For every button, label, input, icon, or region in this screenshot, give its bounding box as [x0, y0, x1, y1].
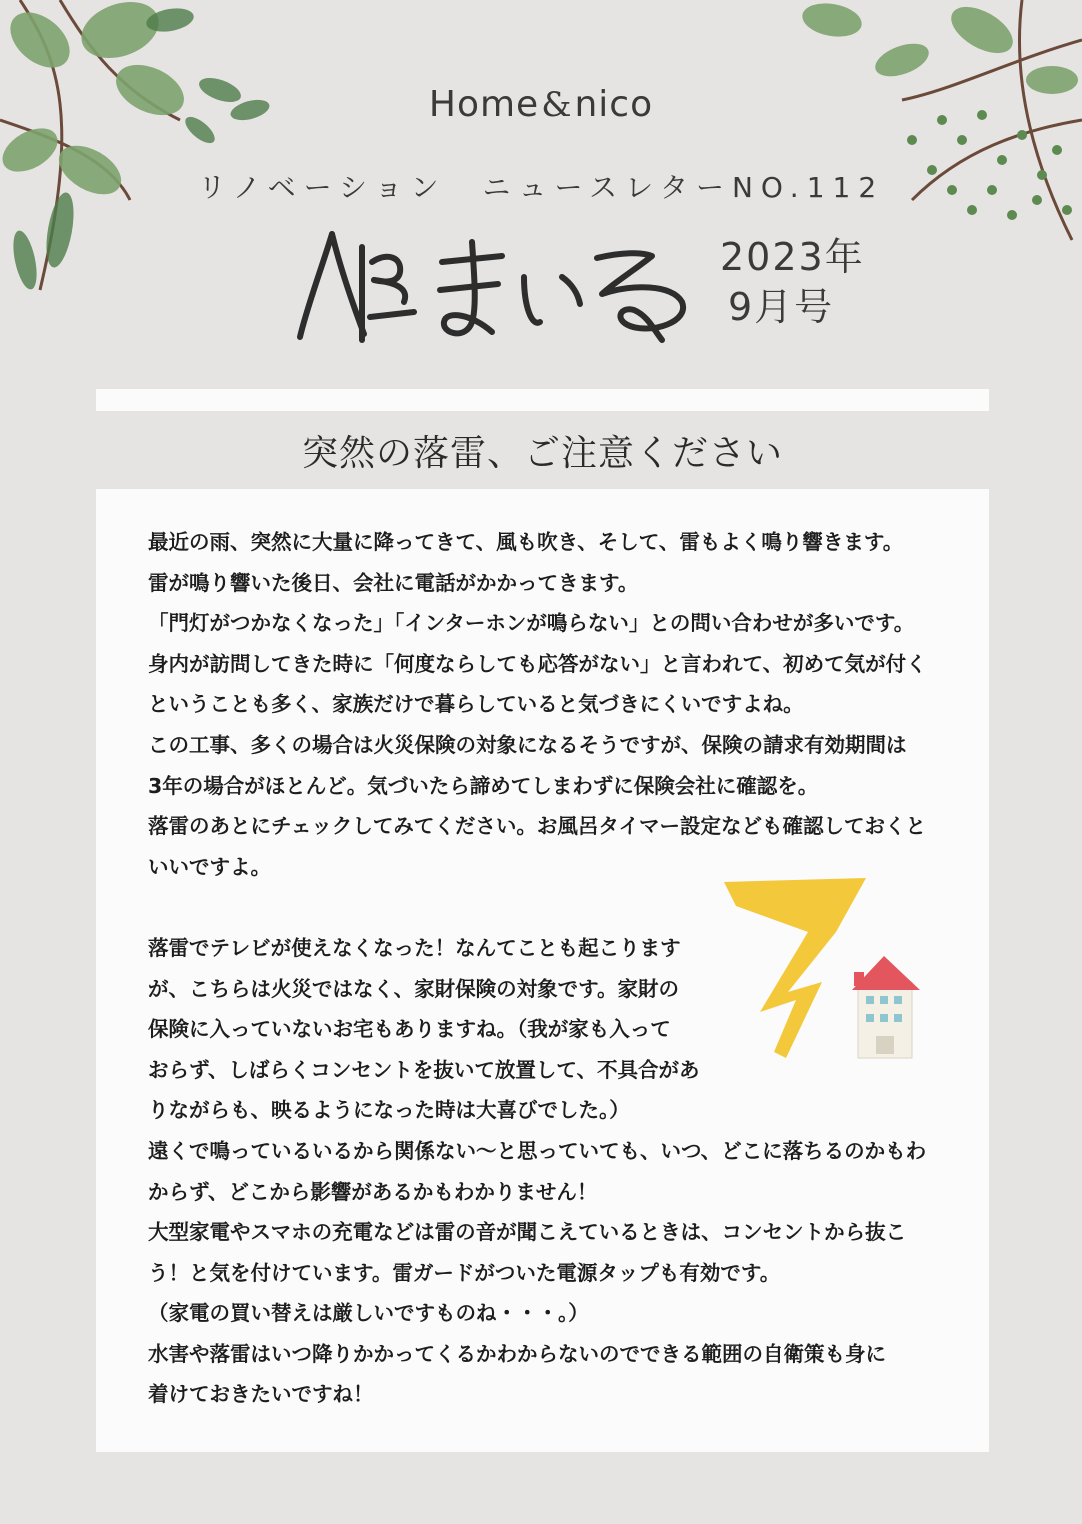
panel-top-strip	[96, 389, 989, 411]
newsletter-subtitle: リノベーション ニュースレターNO.112	[197, 171, 885, 204]
house-icon	[852, 956, 920, 1058]
body-line: 3年の場合がほとんど。気づいたら諦めてしまわずに保険会社に確認を。	[148, 773, 819, 798]
body-line: ということも多く、家族だけで暮らしていると気づきにくいですよね。	[148, 692, 804, 717]
body-line: おらず、しばらくコンセントを抜いて放置して、不具合があ	[148, 1057, 700, 1082]
leaves-left-icon	[0, 0, 300, 300]
body-line: 遠くで鳴っているいるから関係ない～と思っていても、いつ、どこに落ちるのかもわ	[148, 1138, 927, 1163]
leaves-right-icon	[792, 0, 1082, 250]
brand-nico: nico	[574, 84, 654, 125]
body-line: 身内が訪問してきた時に「何度ならしても応答がない」と言われて、初めて気が付く	[148, 651, 927, 676]
article-heading-band	[96, 411, 989, 489]
body-line: （家電の買い替えは厳しいですものね・・・。）	[148, 1301, 589, 1326]
body-line: 落雷のあとにチェックしてみてください。お風呂タイマー設定なども確認しておくと	[148, 814, 926, 839]
body-line: この工事、多くの場合は火災保険の対象になるそうですが、保険の請求有効期間は	[148, 732, 907, 757]
issue-date	[720, 232, 865, 332]
body-line: う！と気を付けています。雷ガードがついた電源タップも有効です。	[148, 1260, 781, 1285]
body-line: 最近の雨、突然に大量に降ってきて、風も吹き、そして、雷もよく鳴り響きます。	[148, 530, 904, 554]
body-line: 雷が鳴り響いた後日、会社に電話がかかってきます。	[148, 570, 639, 595]
lightning-bolt-icon	[724, 878, 866, 1058]
brand-home: Home	[428, 84, 540, 125]
article-title: 突然の落雷、ご注意ください	[301, 432, 783, 474]
body-line: からず、どこから影響があるかもわかりません！	[148, 1179, 598, 1204]
body-line: 水害や落雷はいつ降りかかってくるかわからないのでできる範囲の自衛策も身に	[148, 1341, 886, 1366]
body-line: 「門灯がつかなくなった」「インターホンが鳴らない」との問い合わせが多いです。	[148, 611, 915, 636]
body-line: いいですよ。	[148, 854, 271, 879]
issue-year: 2023年	[720, 235, 865, 279]
sumairu-logo	[292, 222, 712, 352]
lightning-house-illustration	[716, 872, 926, 1062]
body-line: 落雷でテレビが使えなくなった！なんてことも起こります	[148, 935, 681, 960]
issue-month: 9月号	[728, 285, 835, 329]
body-line: 保険に入っていないお宅もありますね。（我が家も入って	[148, 1017, 671, 1042]
brand-logo	[0, 84, 1082, 125]
body-line: が、こちらは火災ではなく、家財保険の対象です。家財の	[148, 976, 679, 1001]
body-line: 大型家電やスマホの充電などは雷の音が聞こえているときは、コンセントから抜こ	[148, 1220, 907, 1245]
body-line: 着けておきたいですね！	[148, 1382, 374, 1407]
brand-amp: &	[541, 85, 573, 125]
body-line: りながらも、映るようになった時は大喜びでした。）	[148, 1098, 630, 1123]
